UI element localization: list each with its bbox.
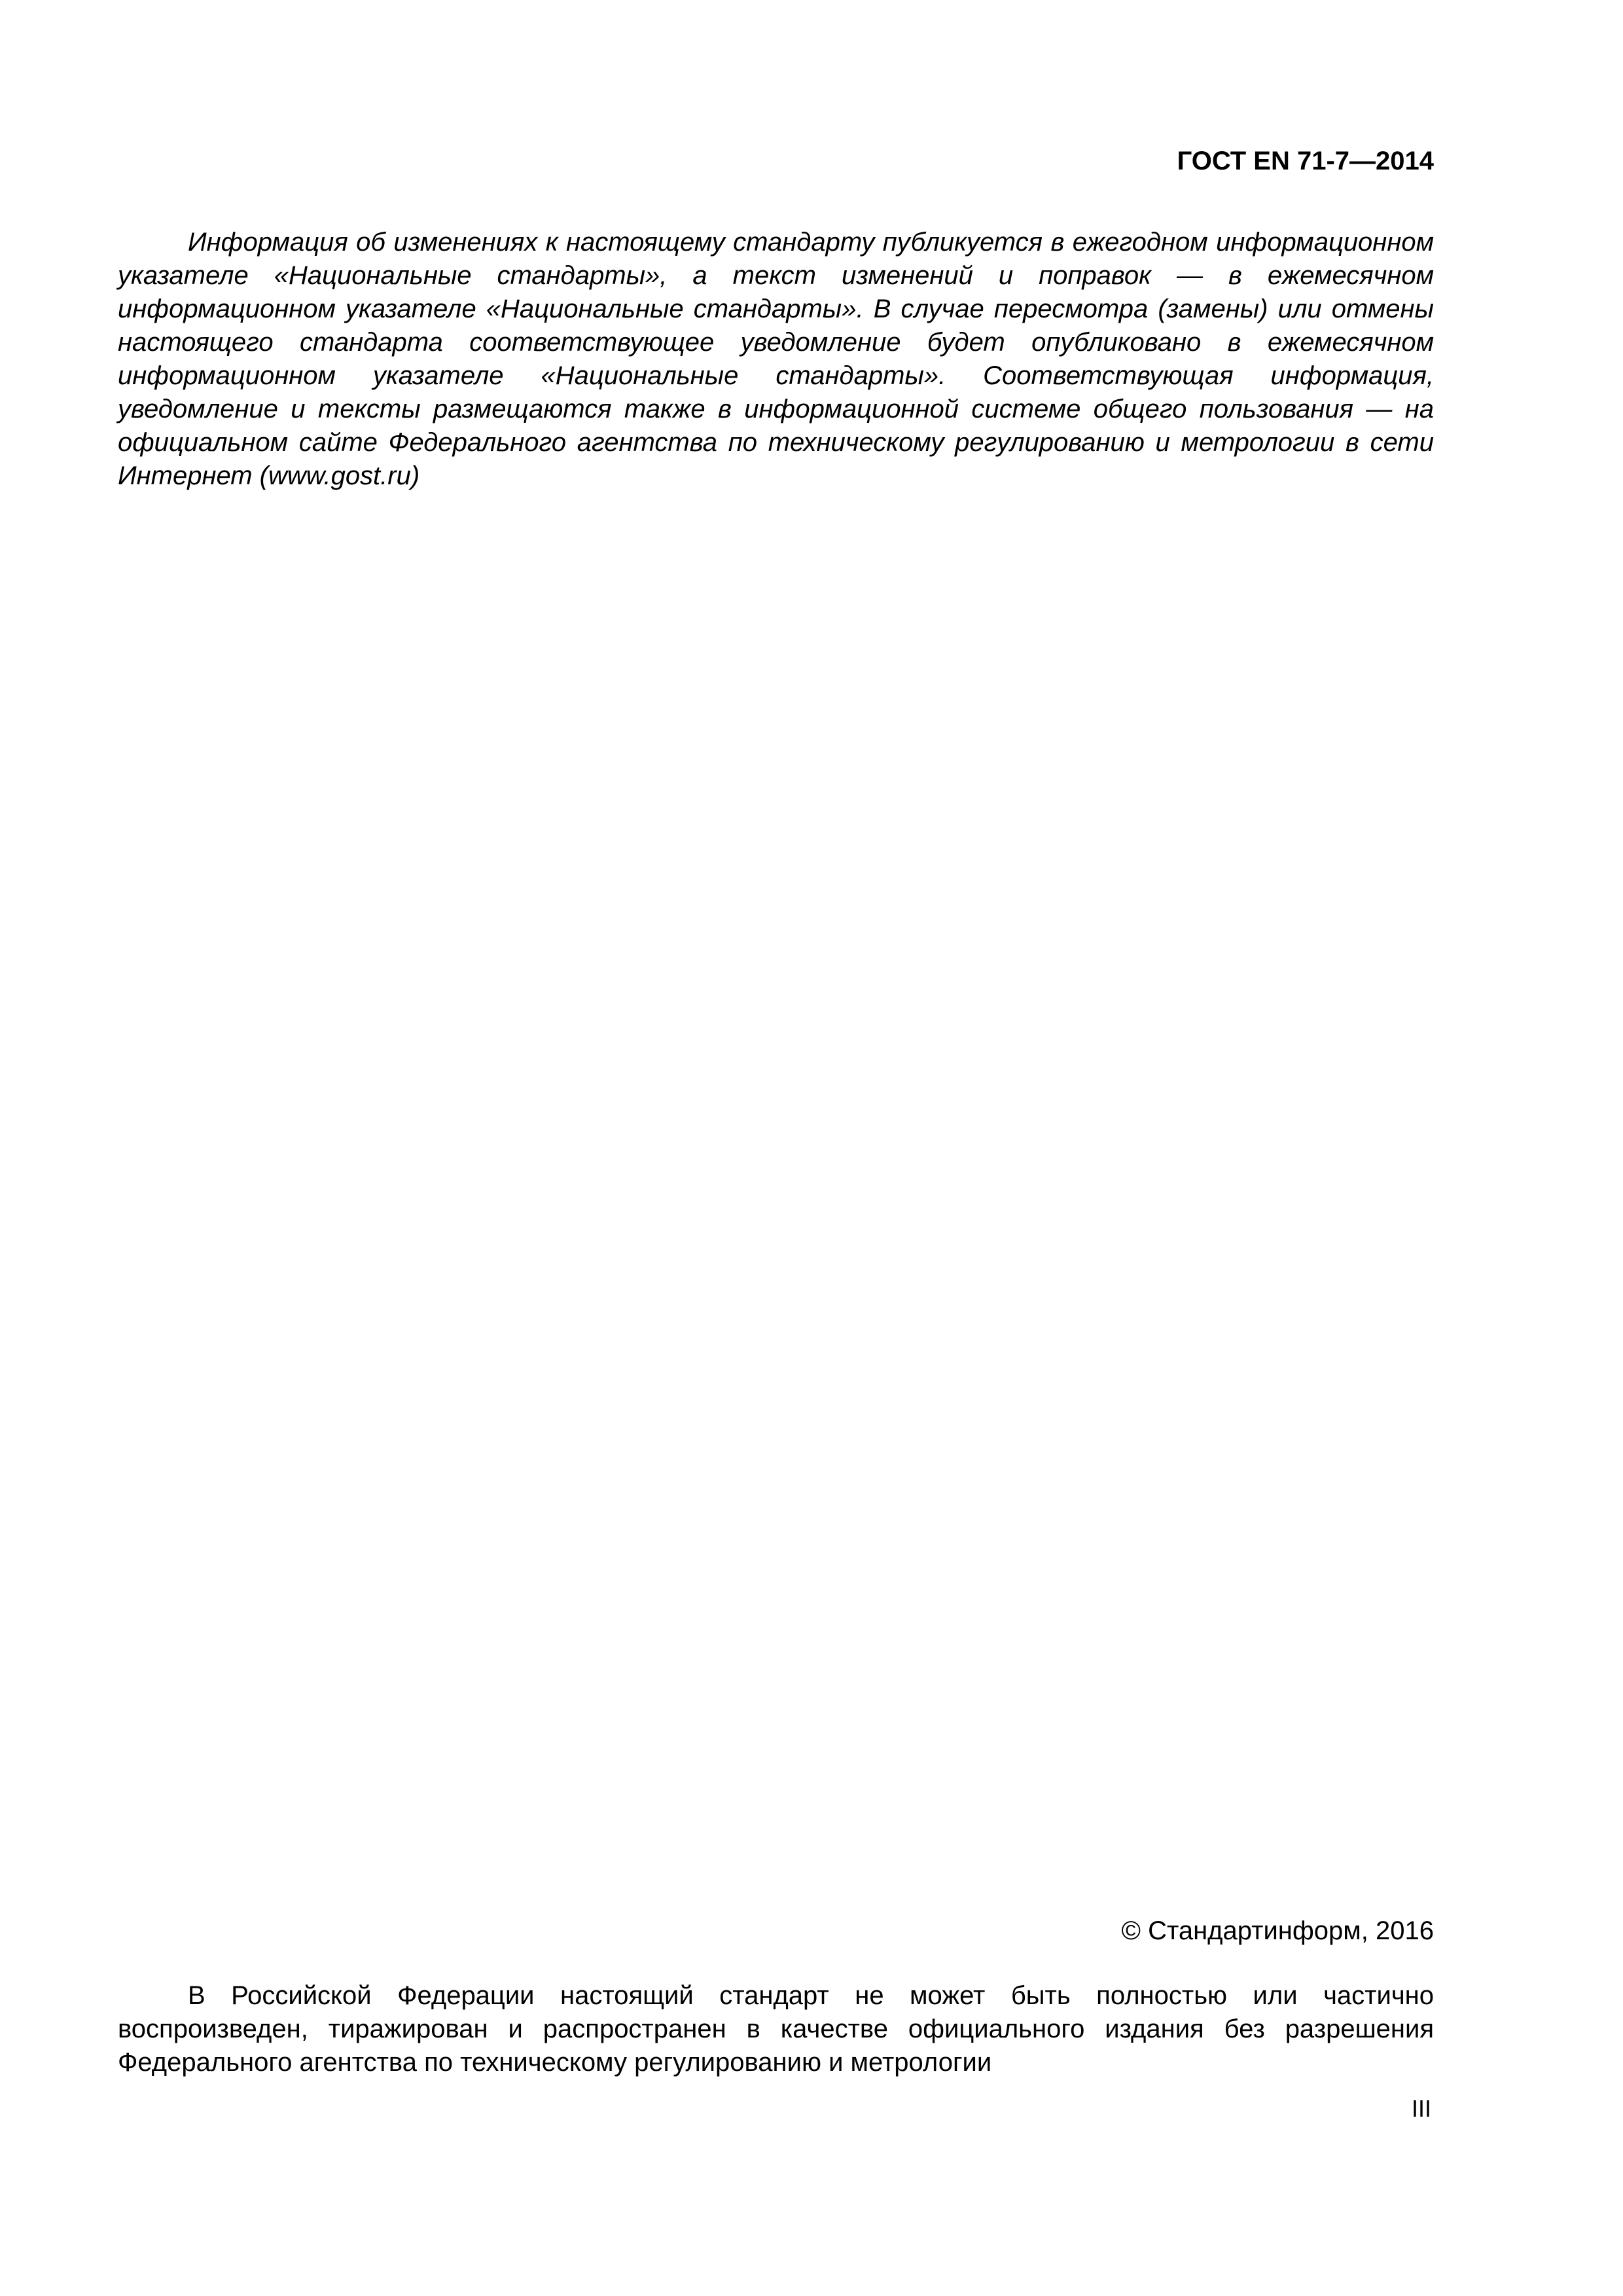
copyright-line: © Стандартинформ, 2016 [1121, 1916, 1434, 1945]
document-code-header: ГОСТ EN 71-7—2014 [1177, 147, 1434, 175]
reproduction-notice-paragraph: В Российской Федерации настоящий стандарт не может быть полностью или частично воспроизведен, тиражирован и распространен в качестве официального издания без разрешения Федерального агентства по техническому регулированию и метрологии [118, 1981, 1434, 2077]
page-number: III [1411, 2095, 1431, 2122]
amendments-info-paragraph: Информация об изменениях к настоящему стандарту публикуется в ежегодном информационном указателе «Национальные стандарты», а текст изменений и поправок — в ежемесячном информационном указателе «Национальные стандарты». В случае пересмотра (замены) или отмены настоящего стандарта соответствующее уведомление будет опубликовано в ежемесячном информационном указателе «Национальные стандарты». Соответствующая информация, уведомление и тексты размещаются также в информационной системе общего пользования — на официальном сайте Федерального агентства по техническому регулированию и метрологии в сети Интернет (www.gost.ru) [118, 228, 1434, 490]
